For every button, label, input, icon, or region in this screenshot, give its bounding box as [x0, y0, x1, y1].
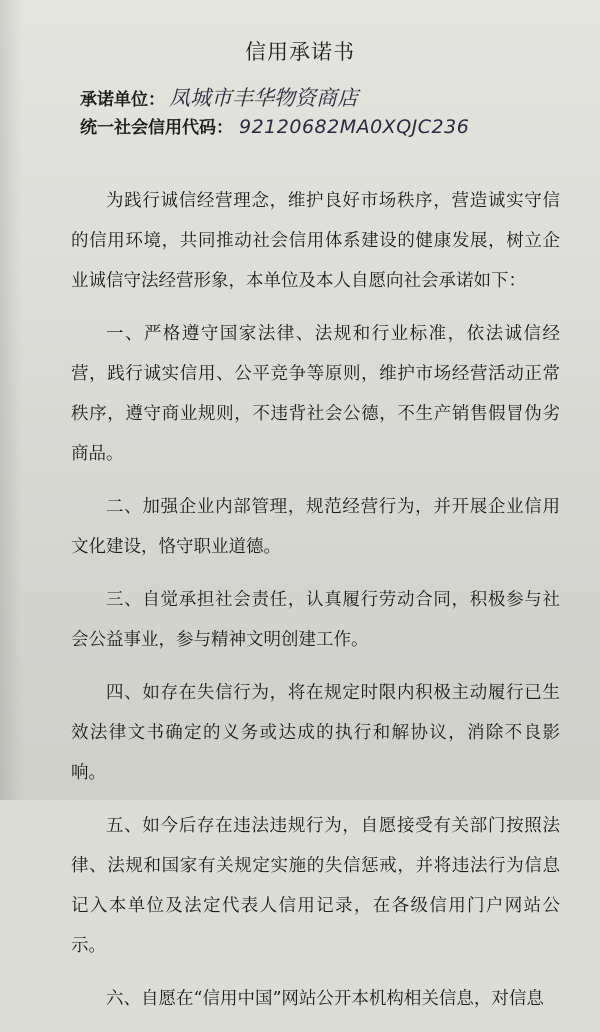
paragraph-item-2: 二、加强企业内部管理，规范经营行为，并开展企业信用文化建设，恪守职业道德。	[71, 497, 560, 557]
paragraph-item-3: 三、自觉承担社会责任，认真履行劳动合同，积极参与社会公益事业，参与精神文明创建工作。	[71, 590, 560, 650]
credit-code-value: 92120682MA0XQJC236	[239, 116, 470, 138]
paragraph-item-5: 五、如今后存在违法违规行为，自愿接受有关部门按照法律、法规和国家有关规定实施的失信惩戒，并将违法行为信息记入本单位及法定代表人信用记录，在各级信用门户网站公示。	[71, 816, 560, 956]
paragraph-intro: 为践行诚信经营理念，维护良好市场秩序，营造诚实守信的信用环境，共同推动社会信用体系建设的健康发展，树立企业诚信守法经营形象，本单位及本人自愿向社会承诺如下：	[71, 191, 560, 291]
commitment-unit-label: 承诺单位：	[80, 90, 165, 110]
page-shadow	[0, 0, 22, 800]
paragraph-item-6: 六、自愿在“信用中国”网站公开本机构相关信息，对信息	[106, 989, 544, 1009]
document-title: 信用承诺书	[245, 40, 355, 64]
paragraph-item-4: 四、如存在失信行为，将在规定时限内积极主动履行已生效法律文书确定的义务或达成的执行和解协议，消除不良影响。	[71, 683, 560, 783]
commitment-unit-row	[80, 82, 358, 112]
credit-code-row	[80, 113, 469, 138]
commitment-unit-value: 凤城市丰华物资商店	[169, 86, 358, 110]
credit-code-label: 统一社会信用代码：	[80, 118, 233, 138]
document-body	[71, 181, 560, 1032]
paragraph-item-1: 一、严格遵守国家法律、法规和行业标准，依法诚信经营，践行诚实信用、公平竞争等原则，维护市场经营活动正常秩序，遵守商业规则，不违背社会公德，不生产销售假冒伪劣商品。	[71, 324, 560, 464]
